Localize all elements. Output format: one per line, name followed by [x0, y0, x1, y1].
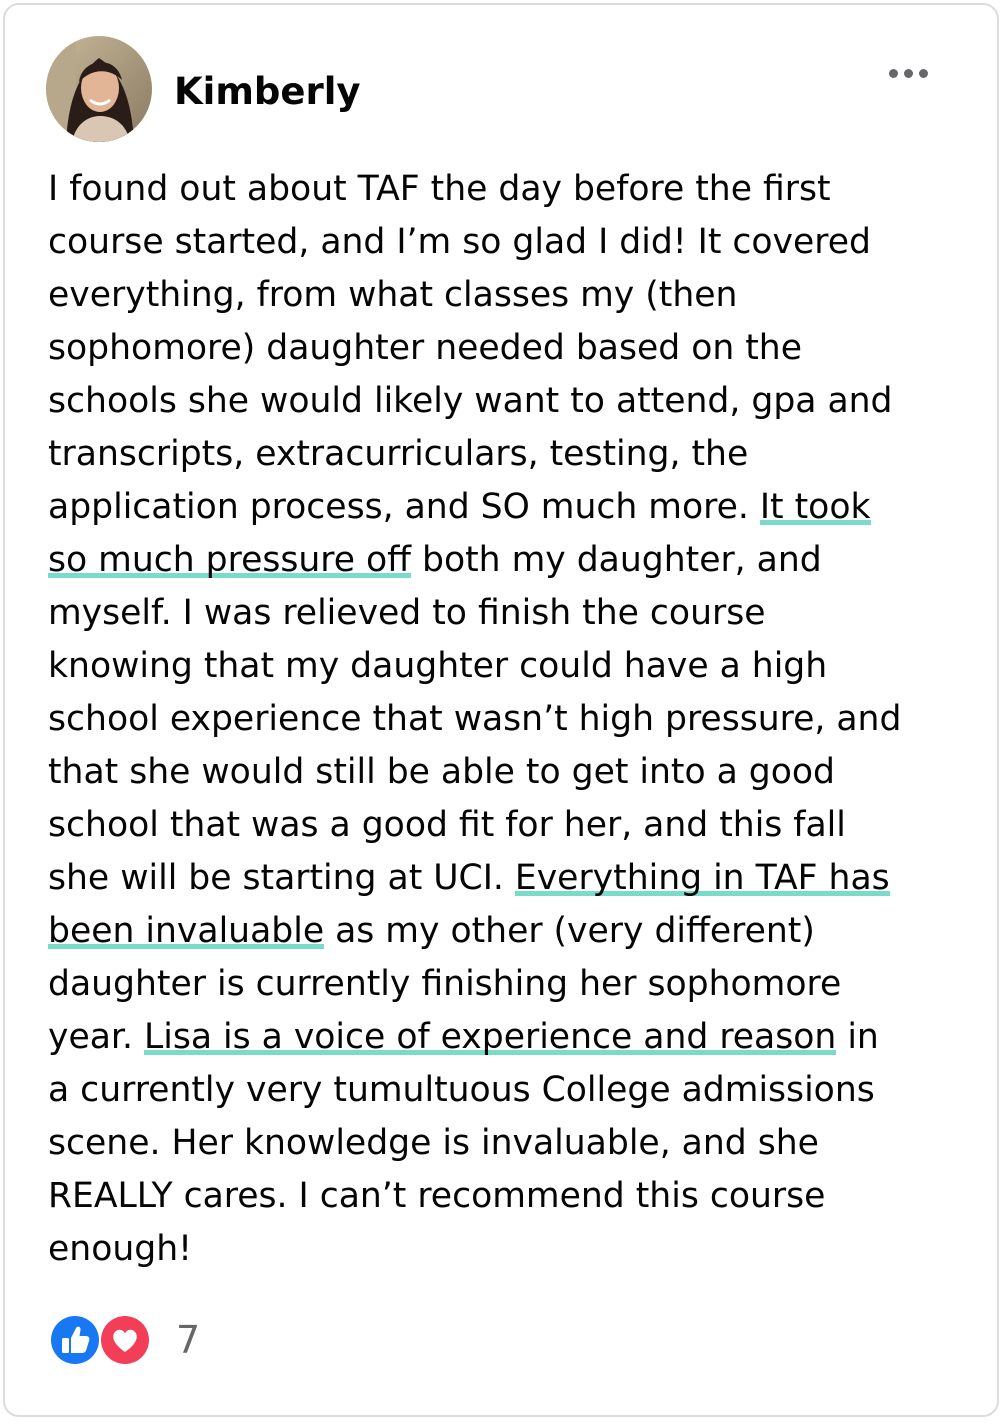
- text-line: [48, 1064, 928, 1117]
- more-horizontal-icon: [889, 69, 898, 78]
- highlighted-phrase: so much pressure off: [48, 540, 412, 580]
- text-segment: scene. Her knowledge is invaluable, and she: [48, 1123, 819, 1163]
- text-segment: sophomore) daughter needed based on the: [48, 328, 802, 368]
- text-segment: transcripts, extracurriculars, testing, the: [48, 434, 749, 474]
- text-line: [48, 852, 928, 905]
- text-segment: enough!: [48, 1229, 192, 1269]
- text-segment: in: [836, 1017, 879, 1057]
- highlighted-phrase: been invaluable: [48, 911, 325, 951]
- text-line: [48, 163, 928, 216]
- text-segment: year.: [48, 1017, 144, 1057]
- text-line: [48, 958, 928, 1011]
- like-icon: [48, 1313, 102, 1367]
- text-line: [48, 1223, 928, 1276]
- highlighted-phrase: Everything in TAF has: [514, 858, 890, 898]
- text-segment: both my daughter, and: [411, 540, 822, 580]
- text-line: [48, 640, 928, 693]
- text-line: [48, 216, 928, 269]
- text-line: [48, 375, 928, 428]
- text-line: [48, 428, 928, 481]
- text-segment: a currently very tumultuous College admissions: [48, 1070, 875, 1110]
- review-text: [48, 163, 928, 1276]
- text-line: [48, 534, 928, 587]
- text-line: [48, 322, 928, 375]
- text-line: [48, 1117, 928, 1170]
- text-line: [48, 481, 928, 534]
- text-segment: that she would still be able to get into a good: [48, 752, 836, 792]
- text-segment: myself. I was relieved to finish the course: [48, 593, 766, 633]
- text-segment: as my other (very different): [324, 911, 815, 951]
- reaction-count[interactable]: 7: [176, 1318, 201, 1362]
- text-segment: REALLY cares. I can’t recommend this course: [48, 1176, 826, 1216]
- highlighted-phrase: Lisa is a voice of experience and reason: [143, 1017, 837, 1057]
- text-segment: knowing that my daughter could have a high: [48, 646, 828, 686]
- love-icon: [98, 1313, 152, 1367]
- text-segment: she will be starting at UCI.: [48, 858, 515, 898]
- text-line: [48, 905, 928, 958]
- text-segment: course started, and I’m so glad I did! It covered: [48, 222, 871, 262]
- text-segment: schools she would likely want to attend, gpa and: [48, 381, 893, 421]
- text-line: [48, 1011, 928, 1064]
- text-line: [48, 269, 928, 322]
- more-horizontal-icon: [919, 69, 928, 78]
- text-segment: school that was a good fit for her, and this fall: [48, 805, 846, 845]
- text-segment: application process, and SO much more.: [48, 487, 760, 527]
- text-line: [48, 1170, 928, 1223]
- text-line: [48, 693, 928, 746]
- more-horizontal-icon: [904, 69, 913, 78]
- more-options-button[interactable]: [882, 58, 936, 88]
- text-segment: I found out about TAF the day before the first: [48, 169, 831, 209]
- text-line: [48, 746, 928, 799]
- text-line: [48, 587, 928, 640]
- profile-photo: [46, 36, 152, 142]
- highlighted-phrase: It took: [759, 487, 871, 527]
- text-segment: school experience that wasn’t high pressure, and: [48, 699, 902, 739]
- author-name[interactable]: Kimberly: [174, 70, 361, 113]
- reaction-icons[interactable]: [48, 1313, 158, 1367]
- text-line: [48, 799, 928, 852]
- author-avatar[interactable]: [46, 36, 152, 142]
- text-segment: daughter is currently finishing her sophomore: [48, 964, 842, 1004]
- text-segment: everything, from what classes my (then: [48, 275, 738, 315]
